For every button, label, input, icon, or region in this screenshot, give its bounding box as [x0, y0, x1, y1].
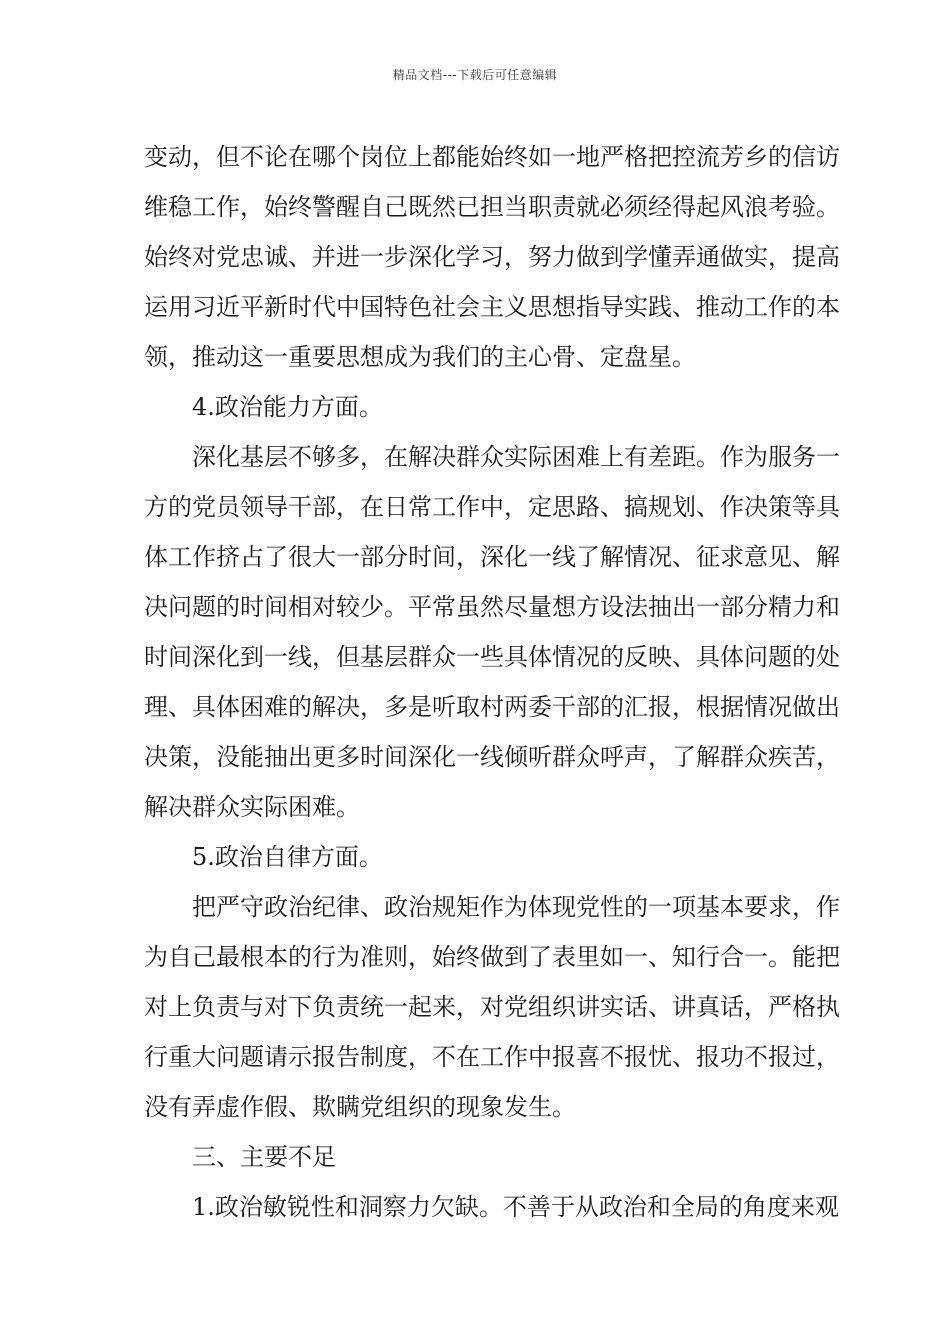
paragraph-line: 维稳工作，始终警醒自己既然已担当职责就必须经得起风浪考验。: [144, 193, 840, 221]
paragraph-line: 为自己最根本的行为准则，始终做到了表里如一、知行合一。能把: [144, 943, 840, 971]
paragraph-line: 体工作挤占了很大一部分时间，深化一线了解情况、征求意见、解: [144, 543, 840, 571]
section-heading: 三、主要不足: [192, 1143, 336, 1171]
paragraph-line: 运用习近平新时代中国特色社会主义思想指导实践、推动工作的本: [144, 293, 840, 321]
paragraph-line: 理、具体困难的解决，多是听取村两委干部的汇报，根据情况做出: [144, 693, 840, 721]
section-heading: 4.政治能力方面。: [192, 393, 383, 421]
paragraph-line: 变动，但不论在哪个岗位上都能始终如一地严格把控流芳乡的信访: [144, 143, 840, 171]
page-header: 精品文档---下载后可任意编辑: [392, 68, 558, 82]
paragraph-line: 对上负责与对下负责统一起来，对党组织讲实话、讲真话，严格执: [144, 993, 840, 1021]
paragraph-line: 没有弄虚作假、欺瞒党组织的现象发生。: [144, 1093, 576, 1121]
paragraph-line: 行重大问题请示报告制度，不在工作中报喜不报忧、报功不报过，: [144, 1043, 840, 1071]
paragraph-line: 解决群众实际困难。: [144, 793, 360, 821]
paragraph-line: 把严守政治纪律、政治规矩作为体现党性的一项基本要求，作: [192, 893, 840, 921]
paragraph-line: 深化基层不够多，在解决群众实际困难上有差距。作为服务一: [192, 443, 840, 471]
document-body: [144, 132, 840, 1232]
paragraph-line: 领，推动这一重要思想成为我们的主心骨、定盘星。: [144, 343, 696, 371]
paragraph-line: 时间深化到一线，但基层群众一些具体情况的反映、具体问题的处: [144, 643, 840, 671]
paragraph-line: 决问题的时间相对较少。平常虽然尽量想方设法抽出一部分精力和: [144, 593, 840, 621]
paragraph-line: 1.政治敏锐性和洞察力欠缺。不善于从政治和全局的角度来观: [192, 1193, 839, 1221]
paragraph-line: 决策，没能抽出更多时间深化一线倾听群众呼声，了解群众疾苦，: [144, 743, 840, 771]
section-heading: 5.政治自律方面。: [192, 843, 383, 871]
paragraph-line: 始终对党忠诚、并进一步深化学习，努力做到学懂弄通做实，提高: [144, 243, 840, 271]
paragraph-line: 方的党员领导干部，在日常工作中，定思路、搞规划、作决策等具: [144, 493, 840, 521]
